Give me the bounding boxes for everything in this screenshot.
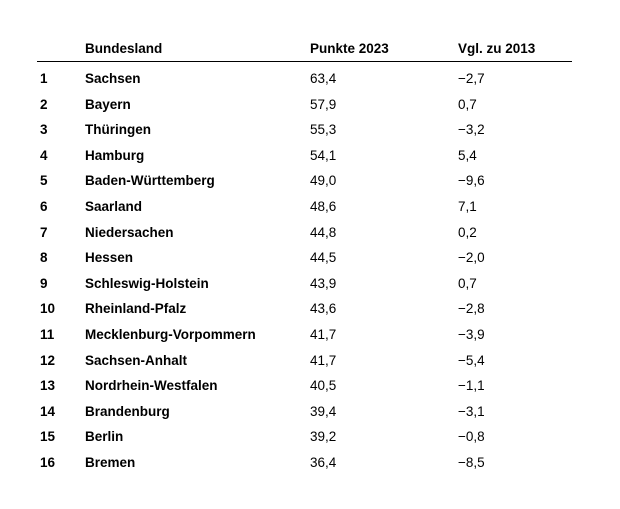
rank-cell: 8 <box>40 250 48 266</box>
table-row <box>37 296 572 322</box>
points-cell: 43,9 <box>310 275 337 291</box>
state-cell: Sachsen <box>85 71 141 86</box>
points-cell: 44,5 <box>310 250 337 266</box>
change-cell: −2,8 <box>458 301 485 317</box>
change-cell: 0,2 <box>458 224 477 240</box>
state-cell: Brandenburg <box>85 403 170 419</box>
table-row <box>37 373 572 399</box>
table-row <box>37 424 572 450</box>
rank-cell: 4 <box>40 147 48 163</box>
points-cell: 39,2 <box>310 429 337 445</box>
state-cell: Bayern <box>85 96 131 112</box>
rank-cell: 5 <box>40 173 48 189</box>
state-cell: Hessen <box>85 250 134 266</box>
points-cell: 39,4 <box>310 403 337 419</box>
header-change: Vgl. zu 2013 <box>458 41 536 56</box>
change-cell: −0,8 <box>458 429 485 445</box>
change-cell: −2,0 <box>458 250 485 266</box>
points-cell: 40,5 <box>310 378 337 394</box>
change-cell: −5,4 <box>458 352 485 368</box>
rank-cell: 9 <box>40 275 48 291</box>
table-row <box>37 399 572 425</box>
table-header <box>37 38 572 62</box>
table-row <box>37 271 572 297</box>
rank-cell: 11 <box>40 326 55 342</box>
state-cell: Mecklenburg-Vorpommern <box>85 326 256 342</box>
table-row <box>37 92 572 118</box>
table-row <box>37 66 572 92</box>
table-row <box>37 117 572 143</box>
header-points: Punkte 2023 <box>310 41 389 56</box>
rank-cell: 10 <box>40 301 56 317</box>
points-cell: 43,6 <box>310 301 337 317</box>
points-cell: 54,1 <box>310 147 337 163</box>
rank-cell: 16 <box>40 454 56 470</box>
state-cell: Bremen <box>85 454 136 470</box>
change-cell: −9,6 <box>458 173 485 189</box>
state-cell: Nordrhein-Westfalen <box>85 378 218 394</box>
rank-cell: 3 <box>40 122 48 138</box>
state-cell: Thüringen <box>85 122 151 138</box>
state-cell: Schleswig-Holstein <box>85 275 209 291</box>
points-cell: 41,7 <box>310 326 337 342</box>
table-row <box>37 348 572 374</box>
table-row <box>37 220 572 246</box>
table-row <box>37 450 572 476</box>
change-cell: −8,5 <box>458 454 485 470</box>
points-cell: 44,8 <box>310 224 337 240</box>
table-row <box>37 194 572 220</box>
rank-cell: 7 <box>40 224 48 240</box>
header-state: Bundesland <box>85 41 163 56</box>
state-cell: Sachsen-Anhalt <box>85 352 188 368</box>
state-cell: Berlin <box>85 429 124 445</box>
rank-cell: 2 <box>40 96 48 112</box>
table-row <box>37 322 572 348</box>
rank-cell: 12 <box>40 352 56 368</box>
state-cell: Baden-Württemberg <box>85 173 215 189</box>
change-cell: −3,9 <box>458 326 485 342</box>
points-cell: 57,9 <box>310 96 337 112</box>
points-cell: 49,0 <box>310 173 337 189</box>
state-cell: Rheinland-Pfalz <box>85 301 187 317</box>
change-cell: 7,1 <box>458 198 477 214</box>
table-row <box>37 143 572 169</box>
rank-cell: 6 <box>40 198 48 214</box>
ranking-table <box>37 38 572 476</box>
table-row <box>37 168 572 194</box>
state-cell: Hamburg <box>85 147 145 163</box>
points-cell: 48,6 <box>310 198 337 214</box>
change-cell: −2,7 <box>458 71 485 86</box>
state-cell: Saarland <box>85 198 143 214</box>
points-cell: 55,3 <box>310 122 337 138</box>
rank-cell: 1 <box>40 71 48 86</box>
points-cell: 36,4 <box>310 454 337 470</box>
change-cell: −3,1 <box>458 403 485 419</box>
points-cell: 41,7 <box>310 352 337 368</box>
rank-cell: 14 <box>40 403 56 419</box>
rank-cell: 15 <box>40 429 56 445</box>
change-cell: 0,7 <box>458 275 477 291</box>
change-cell: −1,1 <box>458 378 485 394</box>
state-cell: Niedersachen <box>85 224 174 240</box>
points-cell: 63,4 <box>310 71 337 86</box>
change-cell: −3,2 <box>458 122 485 138</box>
rank-cell: 13 <box>40 378 56 394</box>
change-cell: 5,4 <box>458 147 477 163</box>
table-body <box>37 66 572 476</box>
table-row <box>37 245 572 271</box>
change-cell: 0,7 <box>458 96 477 112</box>
